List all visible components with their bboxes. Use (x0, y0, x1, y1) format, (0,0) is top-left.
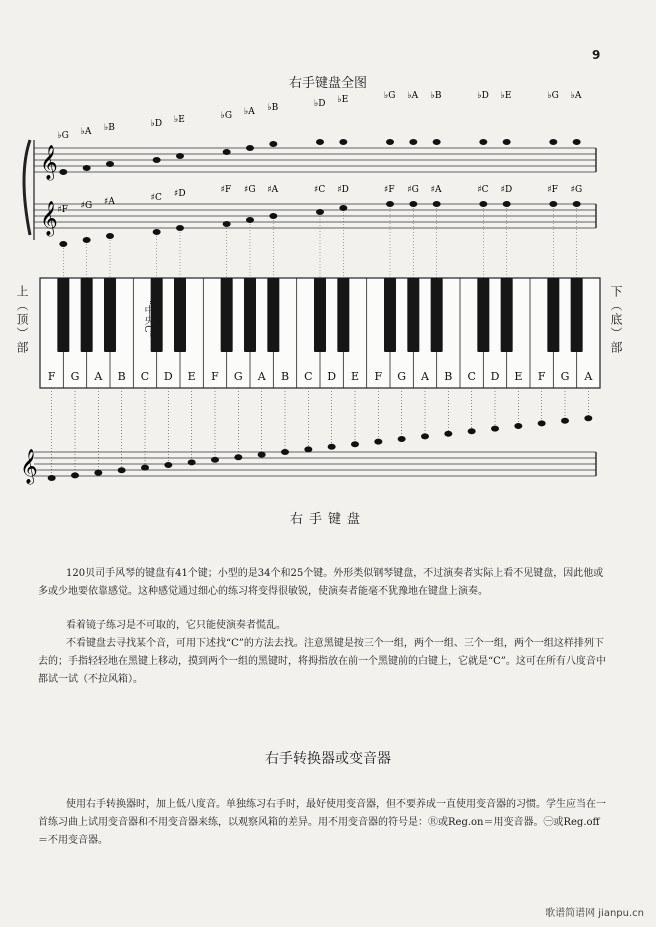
brace (24, 140, 30, 235)
white-key-label: A (94, 370, 103, 383)
white-key-label: C (140, 370, 150, 383)
sharp-note (83, 237, 91, 243)
white-key-label: E (350, 370, 360, 383)
black-key (81, 278, 93, 352)
flat-label: ♭B (267, 103, 279, 113)
black-key (104, 278, 116, 352)
flat-note (479, 139, 487, 145)
flat-label: ♭A (407, 91, 419, 101)
black-key (314, 278, 326, 352)
white-note (584, 415, 592, 421)
flat-note (59, 169, 67, 175)
flat-note (176, 153, 184, 159)
white-note (164, 462, 172, 468)
white-note (351, 441, 359, 447)
flat-note (153, 157, 161, 163)
sharp-note (153, 229, 161, 235)
white-note (538, 420, 546, 426)
treble-clef: 𝄞 (40, 145, 58, 180)
flat-note (223, 149, 231, 155)
sharp-label: ♯C (477, 185, 489, 195)
sharp-label: ♯G (570, 185, 583, 195)
treble-clef: 𝄞 (20, 449, 38, 484)
title-switch: 右手转换器或变音器 (265, 751, 391, 767)
title-keyboard: 右手键盘 (289, 512, 366, 527)
white-note (374, 439, 382, 445)
white-key-label: C (467, 370, 476, 383)
sharp-note (386, 201, 394, 207)
white-key-label: G (70, 370, 80, 383)
black-key (407, 278, 419, 352)
paragraph-switch: 使用右手转换器时，加上低八度音。单独练习右手时，最好使用变音器，但不要养成一直使用变音器的习惯。学生应当在一首练习曲上试用变音器和不用变音器来练，以观察风箱的差异。用不用变音器的符号是：Ⓡ或Reg.on＝用变音器。㊀或Reg.off＝不用变音器。 (38, 799, 606, 846)
black-key (547, 278, 559, 352)
bottom-staff (20, 415, 596, 485)
white-key-label: F (47, 370, 56, 383)
sharp-note (176, 225, 184, 231)
white-key-label: E (514, 370, 523, 383)
white-note (398, 436, 406, 442)
flat-note (433, 139, 441, 145)
flat-label: ♭E (500, 91, 512, 101)
flat-note (549, 139, 557, 145)
white-note (561, 418, 569, 424)
black-key (267, 278, 279, 352)
key-connectors (52, 388, 589, 478)
white-note (491, 426, 499, 432)
sharp-note (269, 213, 277, 219)
white-note (94, 470, 102, 476)
flat-label: ♭D (150, 119, 163, 129)
black-key (244, 278, 256, 352)
white-key-label: G (560, 370, 570, 383)
sharp-note (409, 201, 417, 207)
white-key-label: D (327, 370, 337, 383)
sharp-label: ♯G (407, 185, 419, 195)
white-key-label: B (444, 370, 453, 383)
flat-label: ♭G (384, 91, 396, 101)
piano-keyboard (40, 278, 600, 388)
treble-clef: 𝄞 (40, 201, 58, 236)
sharp-note (246, 217, 254, 223)
sharp-note (433, 201, 441, 207)
flat-label: ♭G (547, 91, 559, 101)
sharp-note (573, 201, 581, 207)
sharp-label: ♯F (547, 185, 558, 195)
white-note (118, 467, 126, 473)
flat-note (339, 139, 347, 145)
black-key (501, 278, 513, 352)
flat-note (573, 139, 581, 145)
accidental-labels (57, 91, 582, 215)
flat-label: ♭D (314, 99, 326, 109)
flat-note (503, 139, 511, 145)
side-label-bottom: 下（底）部 (609, 285, 623, 355)
white-note (328, 444, 336, 450)
sharp-label: ♯C (314, 185, 326, 195)
paragraph-find-c: 不看键盘去寻找某个音，可用下述找“C”的方法去找。注意黑键是按三个一组，两个一组、三个一组，两个一组这样排列下去的；手指轻轻地在黑键上移动，摸到两个一组的黑键时，将拇指放在前一个黑键前的白键上，它就是“C”。这可在所有八度音中都试一试（不拉风箱）。 (38, 638, 606, 685)
white-note (304, 446, 312, 452)
sharp-label: ♯A (267, 185, 279, 195)
flat-note (386, 139, 394, 145)
sharp-label: ♯A (430, 185, 442, 195)
flat-note (83, 165, 91, 171)
flat-label: ♭A (80, 127, 92, 137)
black-key (57, 278, 69, 352)
flat-note (106, 161, 114, 167)
sharp-note (479, 201, 487, 207)
white-key-label: A (421, 370, 429, 383)
flat-label: ♭E (337, 95, 349, 105)
flat-label: ♭E (174, 115, 185, 125)
sharp-label: ♯C (150, 193, 162, 203)
flat-label: ♭A (570, 91, 582, 101)
sharp-label: ♯G (244, 185, 256, 195)
white-note (444, 431, 452, 437)
white-key-label: A (584, 370, 593, 383)
white-note (234, 454, 242, 460)
white-key-label: F (537, 370, 546, 383)
black-key (174, 278, 186, 352)
sharp-label: ♯G (80, 201, 93, 211)
white-key-label: G (233, 370, 243, 383)
black-key (384, 278, 396, 352)
side-label-top: 上（顶）部 (15, 285, 29, 355)
flat-label: ♭G (57, 131, 69, 141)
title-keyboard-full: 右手键盘全图 (288, 76, 367, 91)
flat-label: ♭A (244, 107, 255, 117)
white-key-label: B (117, 370, 126, 383)
sharp-label: ♯D (337, 185, 349, 195)
white-key-label: D (490, 370, 500, 383)
flat-note (409, 139, 417, 145)
sharp-note (316, 209, 324, 215)
white-note (141, 465, 149, 471)
white-note (514, 423, 522, 429)
flat-label: ♭D (477, 91, 489, 101)
sharp-note (106, 233, 114, 239)
white-note (421, 433, 429, 439)
sharp-note (339, 205, 347, 211)
flat-note (269, 141, 277, 147)
black-key (571, 278, 583, 352)
paragraph-keyboard-intro: 120贝司手风琴的键盘有41个键；小型的是34个和25个键。外形类似钢琴键盘，不过演奏者实际上看不见键盘，因此他或多或少地要依靠感觉。这种感觉通过细心的练习将变得很敏锐，使演奏者能毫不犹豫地在键盘上演奏。 (38, 568, 604, 597)
sharp-note (223, 221, 231, 227)
paragraph-mirror: 看着镜子练习是不可取的，它只能使演奏者慌乱。 (66, 620, 286, 631)
flat-label: ♭G (220, 111, 233, 121)
flat-label: ♭B (430, 91, 442, 101)
flat-label: ♭B (104, 123, 115, 133)
black-key (477, 278, 489, 352)
white-key-label: F (211, 370, 219, 383)
white-note (281, 449, 289, 455)
white-key-label: F (374, 370, 383, 383)
sharp-label: ♯F (220, 185, 232, 195)
sharp-note (59, 241, 67, 247)
white-note (468, 428, 476, 434)
flat-note (316, 139, 324, 145)
white-key-label: E (187, 370, 196, 383)
sharp-label: ♯D (174, 189, 186, 199)
white-key-label: D (163, 370, 173, 383)
white-note (48, 475, 56, 481)
sharp-label: ♯D (500, 185, 513, 195)
watermark: 歌谱简谱网 jianpu.cn (545, 908, 644, 919)
white-key-label: C (304, 370, 313, 383)
sharp-note (503, 201, 511, 207)
black-key (431, 278, 443, 352)
sharp-label: ♯A (104, 197, 115, 207)
white-note (258, 452, 266, 458)
sharp-note (549, 201, 557, 207)
flat-note (246, 145, 254, 151)
black-key (337, 278, 349, 352)
sharp-label: ♯F (57, 205, 68, 215)
white-note (211, 457, 219, 463)
white-key-label: A (257, 370, 266, 383)
white-key-label: B (280, 370, 290, 383)
page-number: 9 (592, 48, 601, 62)
black-key (221, 278, 233, 352)
white-note (188, 459, 196, 465)
sharp-label: ♯F (384, 185, 395, 195)
middle-c-label: “中央C” (142, 300, 153, 338)
white-key-label: G (397, 370, 407, 383)
white-note (71, 472, 79, 478)
